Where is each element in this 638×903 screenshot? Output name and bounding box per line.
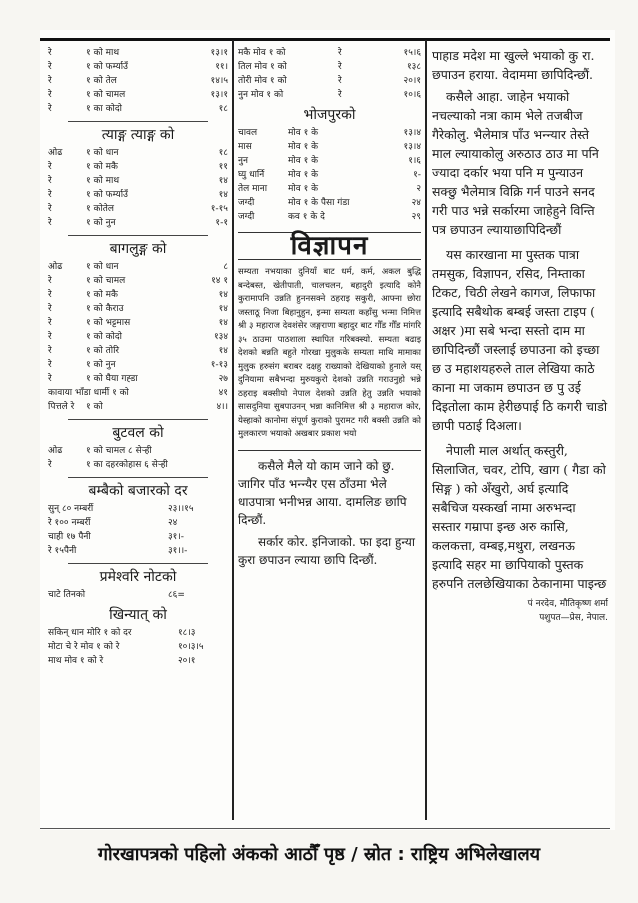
price-cell: मकै मोव १ को <box>238 48 286 58</box>
price-cell: २४ <box>411 198 421 208</box>
heading-butwal: बुटवल को <box>112 425 164 441</box>
price-cell: ४१ <box>218 388 228 398</box>
price-cell: ३१।।- <box>168 546 188 556</box>
price-cell: ओढ <box>48 262 63 272</box>
price-cell: मोव १ के <box>288 170 319 180</box>
price-row <box>48 372 228 386</box>
right-paragraph-1: पाहाड मदेश मा खुल्ले भयाको कु रा. छपाउन हराया. वेदाममा छापिदिन्छौं. <box>432 48 595 82</box>
price-cell: १ का दहरकोहास ६ सेर्‍ही <box>86 460 168 470</box>
price-cell: ८६= <box>168 590 185 600</box>
price-row <box>48 60 228 74</box>
price-row <box>238 126 421 140</box>
section-divider <box>68 477 208 478</box>
price-cell: १३।४ <box>403 142 421 152</box>
right-paragraph-3: यस कारखाना मा पुस्तक पात्रा तमसुक, विज्ञापन, रसिद, निम्ताका टिकट, चिठी लेखने कागज, लिफाफा इत्यादि सबैथोक बम्बई जस्ता टाइप ( अक्षर )मा सबे भन्दा सस्तो दाम मा छापिदिन्छौं जस्लाई छपाउना को इच्छा छ उ महाशयहरुले ताल लेखिया काठे काना मा जकाम छपाउन छ पु उई दिइतोला काम हेरीछपाई ठि कगरी चाडो छापी पठाई दिअला। <box>432 247 608 433</box>
price-cell: १४ <box>218 318 228 328</box>
price-row <box>48 626 228 640</box>
price-cell: १ को भट्टमास <box>86 318 131 328</box>
center-column <box>238 46 421 569</box>
price-row <box>48 174 228 188</box>
price-row <box>48 502 228 516</box>
right-paragraph-4: नेपाली माल अर्थात् कस्तुरी, सिलाजित, चवर, टोपि, खाग ( गैडा को सिङ्ग ) को अँखुरो, अर्घ इत्यादि सबैचिज यस्कर्खा नामा अरुभन्दा सस्तार गम्रापा इन्छ अरु कासि, कलकत्ता, वम्बइ,मथुरा, लखनऊ इत्यादि सहर मा छापियाको पुस्तक हरुपनि तलछेखियाका ठेकानामा पाइन्छ <box>432 443 607 591</box>
price-row <box>48 288 228 302</box>
price-cell: तेल माना <box>238 184 268 194</box>
price-cell: १ को धान <box>86 148 119 158</box>
price-cell: रे <box>48 162 52 172</box>
price-cell: १ को चामल ८ सेर्‍ही <box>86 446 152 456</box>
price-cell: २३।।१५ <box>168 504 194 514</box>
image-caption: गोरखापत्रको पहिलो अंकको आठौँ पृष्ठ / स्रोत : राष्ट्रिय अभिलेखालय <box>97 844 541 865</box>
right-paragraph-2: कसैले आहा. जाहेन भयाको नचल्याको नत्रा काम भेले तजबीज गैरेकोलु. भैलेमात्र पाँउ भन्न्यार तेस्ते माल ल्यायाकोलु अरुठाउ ठाउ मा पनि ज्यादा दर्कार भया पनि म पुन्याउन सक्छु भैलेमात्र विक्रि गर्न पाउने सनद गरी पाउ भन्ने सर्कारमा जाहेहुने विन्ति पत्र छपाउन ल्यायाछापिदिन्छौं <box>432 89 599 237</box>
price-cell: रे <box>48 304 52 314</box>
price-cell: १ को चामल <box>86 276 126 286</box>
price-cell: नुन मोव १ को <box>238 90 284 100</box>
price-cell: रे <box>48 360 52 370</box>
price-list-column-left <box>48 46 228 668</box>
price-row <box>48 588 228 602</box>
price-row <box>48 640 228 654</box>
price-cell: ओढ <box>48 148 63 158</box>
price-cell: १८ <box>218 104 228 114</box>
price-cell: नुन <box>238 156 248 166</box>
price-cell: मोव १ के <box>288 184 319 194</box>
price-cell: मोव १ के <box>288 142 319 152</box>
price-row <box>48 188 228 202</box>
price-row <box>48 344 228 358</box>
price-cell: १-१ <box>215 218 228 228</box>
price-cell: सकिन् धान मोरि १ को दर <box>48 628 132 638</box>
section-divider <box>68 121 208 122</box>
bottom-rule <box>40 828 610 829</box>
price-cell: १ को तोरि <box>86 346 120 356</box>
section-divider <box>68 419 208 420</box>
price-row <box>48 88 228 102</box>
price-cell: तिल मोव १ को <box>238 62 287 72</box>
heading-bombay-market: बम्बैको बजारको दर <box>88 483 188 499</box>
price-cell: १८।३ <box>178 628 196 638</box>
price-cell: रे <box>48 62 52 72</box>
price-row <box>48 146 228 160</box>
price-cell: रे <box>48 218 52 228</box>
price-cell: ३१।- <box>168 532 185 542</box>
price-cell: रे १५पैनी <box>48 546 77 556</box>
price-row <box>48 216 228 230</box>
heading-baglung: बागलुङ्ग को <box>109 241 167 257</box>
price-cell: १४।५ <box>210 76 228 86</box>
price-row <box>48 444 228 458</box>
price-cell: रे <box>48 276 52 286</box>
signature-names: पं नरदेव, मौतिकृष्ण शर्मा <box>527 599 608 609</box>
price-row <box>48 302 228 316</box>
price-cell: १४ <box>218 190 228 200</box>
price-cell: १५।६ <box>403 48 421 58</box>
heading-tyang-tyang: त्याङ्ग त्याङ्ग को <box>101 127 175 143</box>
price-cell: २४ <box>168 518 178 528</box>
price-cell: १-१५ <box>210 204 228 214</box>
price-cell: रे <box>48 90 52 100</box>
price-row <box>48 654 228 668</box>
price-cell: १ को कोदो <box>86 332 122 342</box>
price-row <box>238 46 421 60</box>
price-cell: रे <box>48 460 52 470</box>
price-cell: १०।३।५ <box>178 642 204 652</box>
section-divider <box>68 563 208 564</box>
price-cell: १ कोतेल <box>86 204 115 214</box>
price-cell: १३८ <box>406 62 421 72</box>
price-cell: रे <box>338 62 342 72</box>
bhojpur-heading: भोजपुरको <box>303 107 356 123</box>
price-cell: १ को फर्म्याउँ <box>86 190 128 200</box>
price-row <box>238 168 421 182</box>
price-cell: मोटा चे रे मोव १ को रे <box>48 642 120 652</box>
price-cell <box>86 386 186 400</box>
price-row <box>238 140 421 154</box>
price-cell: २७ <box>218 374 228 384</box>
column-divider-1 <box>232 40 234 820</box>
price-row <box>48 74 228 88</box>
price-row <box>48 386 228 400</box>
price-cell: कावाया भाँडा धार्मी १ को <box>48 388 129 398</box>
price-cell: १ को नुन <box>86 218 116 228</box>
price-cell: १ को चामल <box>86 90 126 100</box>
price-cell: २ <box>416 184 421 194</box>
price-row <box>238 88 421 102</box>
price-row <box>48 274 228 288</box>
price-row <box>238 154 421 168</box>
price-cell: रे <box>48 104 52 114</box>
price-cell: रे <box>48 346 52 356</box>
price-cell: ११ <box>218 162 228 172</box>
price-row <box>48 400 228 414</box>
price-cell: २०।१ <box>403 76 421 86</box>
column-divider-2 <box>425 40 427 820</box>
price-row <box>48 316 228 330</box>
price-row <box>48 330 228 344</box>
top-rule <box>40 38 610 41</box>
heading-parmeshwari-note: प्रमेश्वरि नोटको <box>99 569 177 585</box>
price-cell: चावल <box>238 128 258 138</box>
price-cell: चाटे तिनको <box>48 590 86 600</box>
price-cell: १४ <box>218 176 228 186</box>
price-cell: पित्तले रे <box>48 402 75 412</box>
price-cell: ४।। <box>216 402 228 412</box>
price-row <box>48 160 228 174</box>
price-row <box>48 530 228 544</box>
price-cell: १३।१ <box>210 90 228 100</box>
price-cell: घ्यु धार्नि <box>238 170 265 180</box>
price-row <box>48 516 228 530</box>
price-cell: रे १०० नम्बर्री <box>48 518 91 528</box>
price-cell: माथ मोव १ को रे <box>48 656 104 666</box>
price-row <box>238 196 421 210</box>
heading-khinyat: खिन्यात् को <box>109 607 167 623</box>
section-divider <box>68 235 208 236</box>
price-cell: चाही १७ पैनी <box>48 532 91 542</box>
advertisement-title: विज्ञापन <box>290 231 369 261</box>
price-cell: १ को धान <box>86 262 119 272</box>
price-cell: १- <box>413 170 421 180</box>
price-cell: रे <box>338 76 342 86</box>
notice-paragraph-2: सर्कार कोर. इनिजाको. फा इदा हुन्या कुरा छपाउन ल्याया छापि दिन्छौं. <box>238 534 415 567</box>
price-cell: ओढ <box>48 446 63 456</box>
price-cell: १ को मकै <box>86 162 118 172</box>
notice-paragraph-1: कसैले मैले यो काम जाने को छु. जागिर पाँउ भन्न्यैर एस ठाँउमा भेले धाउपात्रा भनीभन्न आया. दामलिङ छापि दिन्छौं. <box>238 458 407 527</box>
price-cell: ११। <box>215 62 228 72</box>
price-cell: ८ <box>223 262 228 272</box>
price-cell: १ को फर्म्याउँ <box>86 62 128 72</box>
price-cell: १-१३ <box>210 360 228 370</box>
price-cell: रे <box>48 332 52 342</box>
right-column <box>432 46 608 625</box>
price-cell: १ को नुन <box>86 360 116 370</box>
price-cell: रे <box>48 76 52 86</box>
price-cell: १।६ <box>408 156 421 166</box>
price-cell: सुन् ८० नम्बर्री <box>48 504 94 514</box>
price-cell: मास <box>238 142 252 152</box>
price-cell: १३४ <box>213 332 228 342</box>
price-cell: १३।४ <box>403 128 421 138</box>
price-row <box>48 544 228 558</box>
price-cell: रे <box>48 374 52 384</box>
price-cell: १४ <box>218 304 228 314</box>
price-cell: १ को <box>86 402 103 412</box>
price-row <box>48 202 228 216</box>
price-row <box>238 210 421 224</box>
price-cell: रे <box>338 90 342 100</box>
price-cell: १४ <box>218 290 228 300</box>
price-cell: १०।६ <box>403 90 421 100</box>
price-cell: मोव १ के <box>288 128 319 138</box>
press-name: पशुपत—प्रेस, नेपाल. <box>539 613 608 623</box>
price-row <box>48 458 228 472</box>
advertisement-body: सम्यता नभयाका दुनियाँ बाट धर्म, कर्म, अकल बुद्धि बन्देबस्त, खेतीपाती, चालचलन, बहादुरी इत्यादि कोनै कुरामापनि उन्नति हुननसक्ने ठहराइ सकुरी, आफ्ना छोरा जस्ताठू निजा बिहानुहुन, इन्मा सम्यता कहाँसु भन्मा निमित्त श्री ३ महाराज देवशंसेर जङ्गराणा बहादुर बाट गौँड गौँड मांगरि ३५ ठाउमा पाठशाला स्थापित गरिबक्स्यो. सम्यता बढाइ देशको बन्नति बहुते गोरखा मुलुकके सम्यता माथि मामाका मुलुक हरुसंग बराबर दक्षहु राख्याको देखियाको हुनाले यस् दुनियामा सबैभन्दा मुरुयकुरो देशको उन्नति गराउनुहो भन्ने ठहराइ बक्सीयो नेपाल देशको उन्नति हेतु उन्नति भयाको सासदुनिया सुबपाउनन् भन्ना कानिमित्त श्री ३ महाराज कोर, येस्हाको कानोमा संपूर्ण कुराको पुरामट गरी बक्सी उन्नति को मुलकारण भयाको अखबार प्रकाश भयो <box>238 267 421 439</box>
price-cell: १ को मकै <box>86 290 118 300</box>
price-row <box>238 74 421 88</box>
price-row <box>238 60 421 74</box>
price-cell: रे <box>48 176 52 186</box>
price-cell: १३।१ <box>210 48 228 58</box>
price-cell: २९ <box>411 212 421 222</box>
price-cell: १ को तेल <box>86 76 117 86</box>
price-cell: २०।१ <box>178 656 196 666</box>
price-cell: रे <box>48 290 52 300</box>
price-cell: जग्दी <box>238 212 255 222</box>
price-cell: १ को कैराउ <box>86 304 124 314</box>
price-cell: मोव १ के <box>288 156 319 166</box>
price-cell: रे <box>48 204 52 214</box>
price-cell: रे <box>48 318 52 328</box>
price-cell: कव १ के दे <box>288 212 325 222</box>
price-row <box>48 46 228 60</box>
price-row <box>48 358 228 372</box>
price-cell: रे <box>48 48 52 58</box>
price-cell: १४ <box>218 346 228 356</box>
price-cell: १ को घैया गह्‍डा <box>86 374 138 384</box>
price-cell: १ का कोदो <box>86 104 122 114</box>
price-cell: जग्दी <box>238 198 255 208</box>
price-row <box>48 102 228 116</box>
price-cell: १ को माथ <box>86 176 120 186</box>
price-cell: १४ १ <box>211 276 228 286</box>
price-cell: रे <box>48 190 52 200</box>
price-cell: रे <box>338 48 342 58</box>
price-cell: १८ <box>218 148 228 158</box>
price-cell: मोव १ के पैसा गंडा <box>288 198 350 208</box>
price-cell: १ को माथ <box>86 48 120 58</box>
price-cell: तोरी मोव १ को <box>238 76 287 86</box>
price-row <box>48 260 228 274</box>
price-row <box>238 182 421 196</box>
